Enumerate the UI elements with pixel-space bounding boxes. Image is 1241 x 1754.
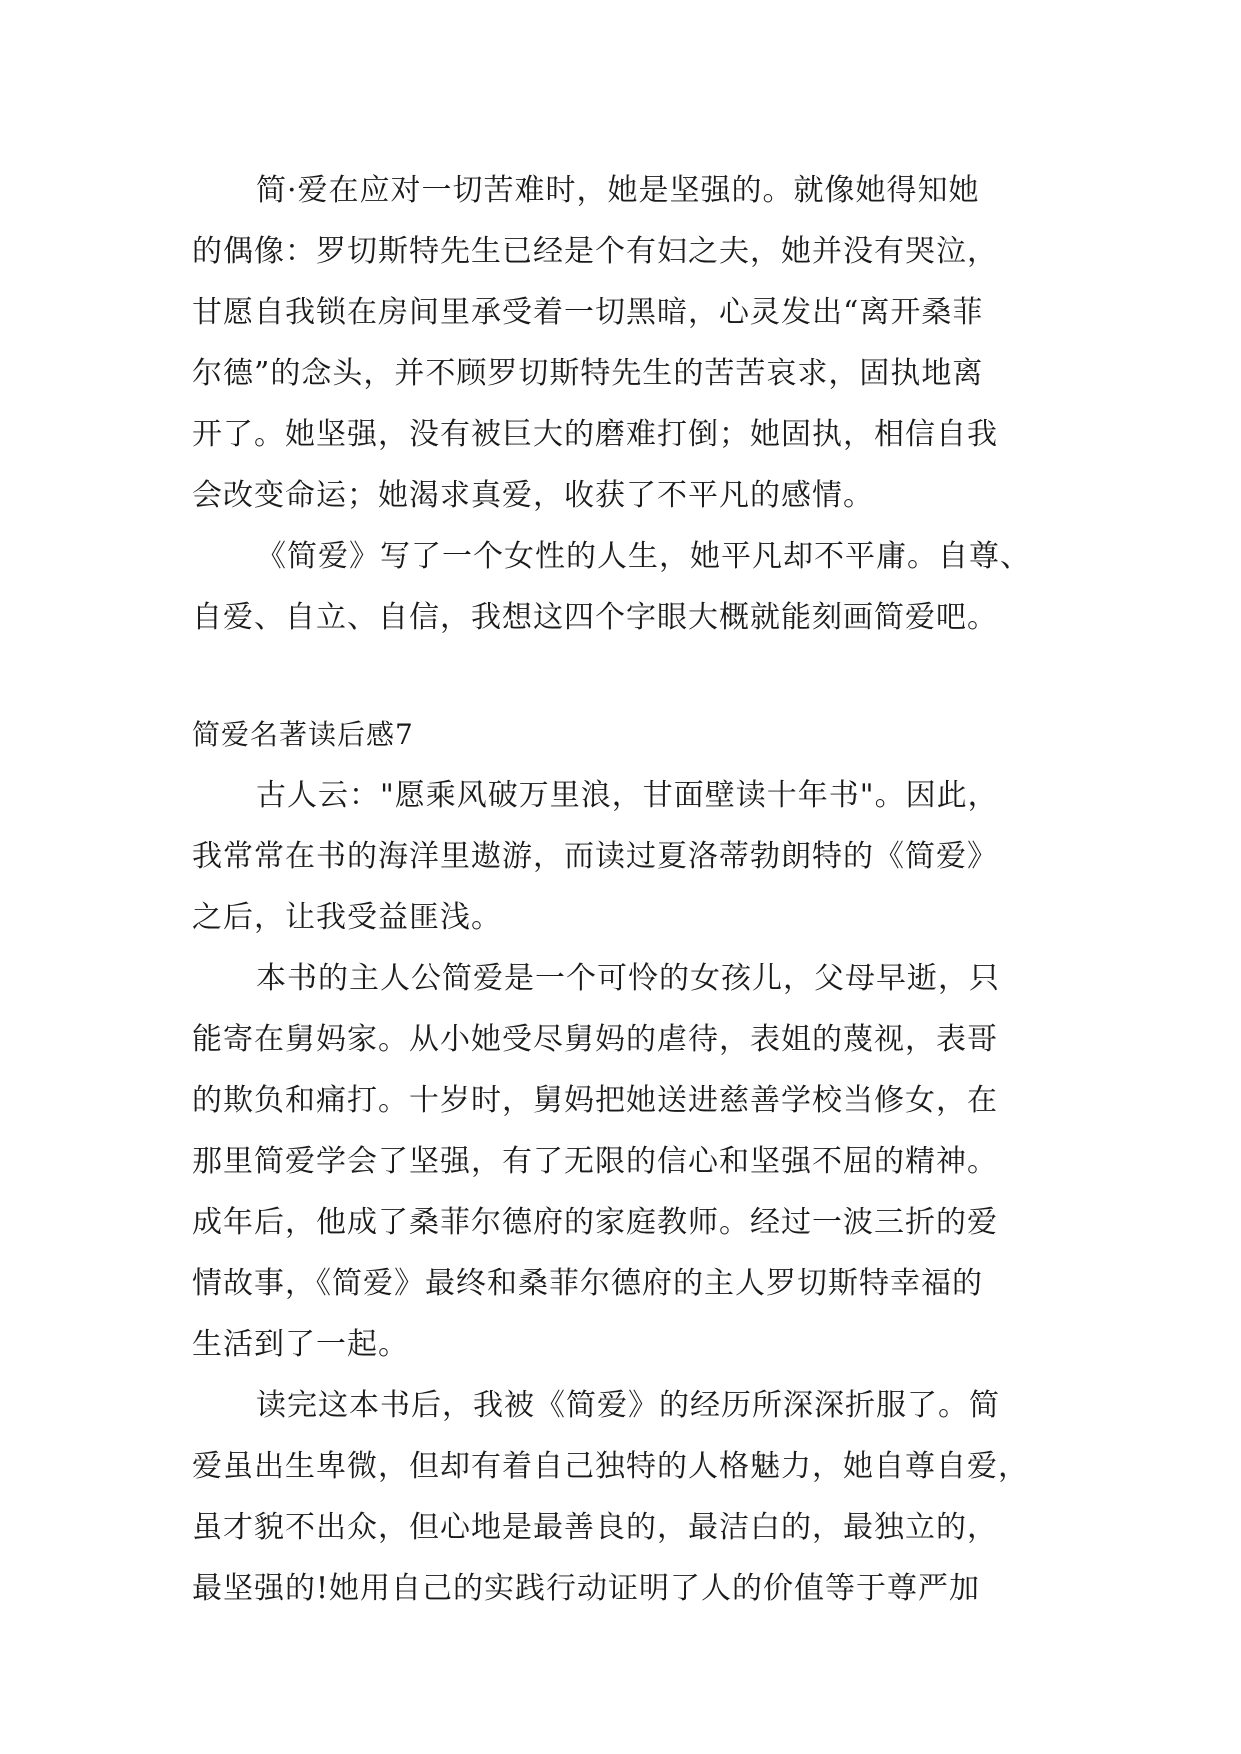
paragraph-story <box>192 948 1062 1375</box>
text-line: 情故事，《简爱》最终和桑菲尔德府的主人罗切斯特幸福的 <box>192 1266 983 1301</box>
text-line: 生活到了一起。 <box>192 1327 409 1362</box>
text-line: 那里简爱学会了坚强，有了无限的信心和坚强不屈的精神。 <box>192 1144 998 1179</box>
text-line: 爱虽出生卑微，但却有着自己独特的人格魅力，她自尊自爱， <box>192 1449 1029 1484</box>
paragraph-reflection <box>192 1375 1062 1619</box>
document-body <box>192 160 1062 1619</box>
text-line: 的欺负和痛打。十岁时，舅妈把她送进慈善学校当修女，在 <box>192 1083 998 1118</box>
text-line: 尔德”的念头，并不顾罗切斯特先生的苦苦哀求，固执地离 <box>192 356 984 391</box>
text-line: 甘愿自我锁在房间里承受着一切黑暗，心灵发出“离开桑菲 <box>192 295 984 330</box>
text-line: 能寄在舅妈家。从小她受尽舅妈的虐待，表姐的蔑视，表哥 <box>192 1022 998 1057</box>
text-line: 自爱、自立、自信，我想这四个字眼大概就能刻画简爱吧。 <box>192 600 998 635</box>
section-gap <box>192 648 1062 704</box>
text-line: 会改变命运；她渴求真爱，收获了不平凡的感情。 <box>192 478 874 513</box>
text-line: 《简爱》写了一个女性的人生，她平凡却不平庸。自尊、 <box>256 539 1031 574</box>
paragraph-intro <box>192 765 1062 948</box>
text-line: 读完这本书后，我被《简爱》的经历所深深折服了。简 <box>256 1388 1000 1423</box>
text-line: 之后，让我受益匪浅。 <box>192 900 502 935</box>
paragraph-jane-strength <box>192 160 1062 526</box>
text-line: 本书的主人公简爱是一个可怜的女孩儿，父母早逝，只 <box>256 961 1000 996</box>
text-line: 简·爱在应对一切苦难时，她是坚强的。就像她得知她 <box>256 173 980 208</box>
text-line: 最坚强的!她用自己的实践行动证明了人的价值等于尊严加 <box>192 1571 981 1606</box>
text-line: 虽才貌不出众，但心地是最善良的，最洁白的，最独立的， <box>192 1510 998 1545</box>
text-line: 开了。她坚强，没有被巨大的磨难打倒；她固执，相信自我 <box>192 417 998 452</box>
text-line: 古人云："愿乘风破万里浪，甘面壁读十年书"。因此， <box>256 778 999 813</box>
text-line: 成年后，他成了桑菲尔德府的家庭教师。经过一波三折的爱 <box>192 1205 998 1240</box>
paragraph-summary <box>192 526 1062 648</box>
text-line: 我常常在书的海洋里遨游，而读过夏洛蒂勃朗特的《简爱》 <box>192 839 998 874</box>
section-heading: 简爱名著读后感7 <box>192 718 414 751</box>
text-line: 的偶像：罗切斯特先生已经是个有妇之夫，她并没有哭泣， <box>192 234 998 269</box>
